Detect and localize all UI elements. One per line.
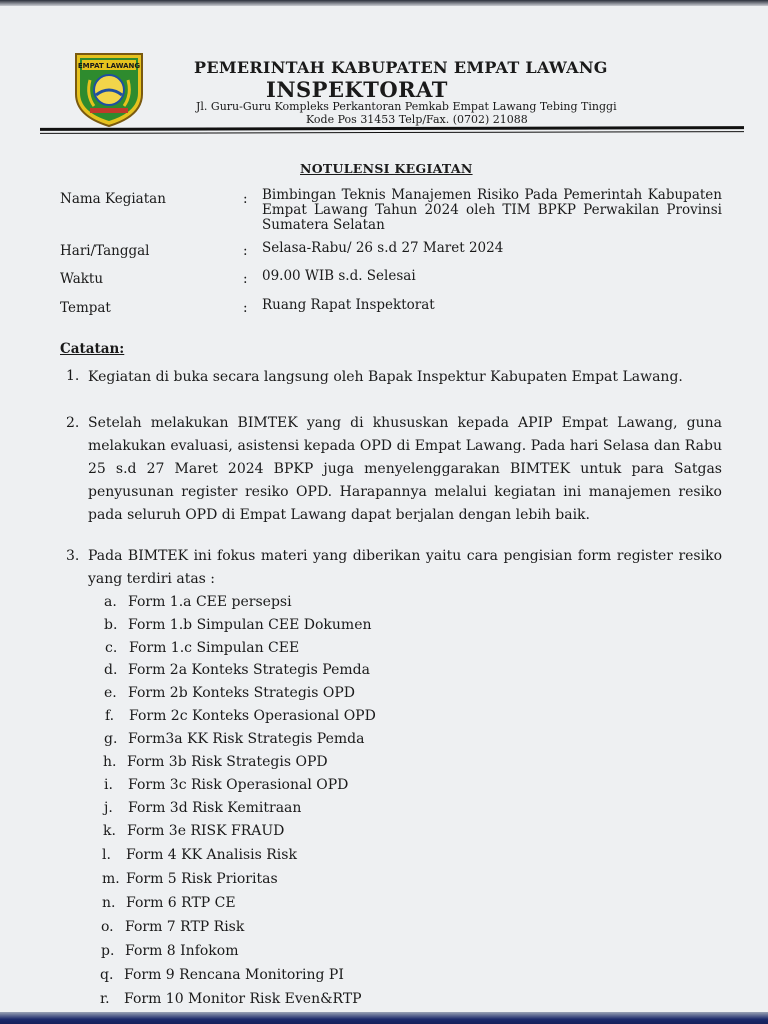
form-item-letter: m. (102, 871, 120, 887)
form-item-text: Form 3d Risk Kemitraan (128, 800, 302, 816)
form-item-text: Form 5 Risk Prioritas (126, 871, 278, 887)
form-item-text: Form 1.a CEE persepsi (128, 594, 292, 610)
form-item-letter: c. (105, 640, 118, 656)
meta-label-nama-kegiatan: Nama Kegiatan (60, 191, 166, 207)
form-item-letter: h. (103, 754, 117, 770)
form-item-text: Form 2c Konteks Operasional OPD (129, 708, 376, 724)
document-title: NOTULENSI KEGIATAN (300, 161, 473, 176)
form-item-letter: b. (104, 617, 118, 633)
note-text: Pada BIMTEK ini fokus materi yang diberikan yaitu cara pengisian form register resiko yang terdiri atas : (88, 548, 722, 587)
form-item-text: Form 1.c Simpulan CEE (129, 640, 300, 656)
form-item-text: Form 3b Risk Strategis OPD (127, 754, 328, 770)
paper-bottom-edge (0, 1012, 768, 1024)
catatan-heading: Catatan: (60, 341, 125, 357)
meta-value-tempat: Ruang Rapat Inspektorat (262, 297, 435, 313)
form-item-text: Form 2a Konteks Strategis Pemda (128, 662, 370, 678)
form-item-letter: k. (103, 823, 116, 839)
paper-top-edge (0, 0, 768, 6)
form-item-text: Form 10 Monitor Risk Even&RTP (124, 991, 362, 1007)
form-item-text: Form3a KK Risk Strategis Pemda (128, 731, 365, 747)
meta-value-waktu: 09.00 WIB s.d. Selesai (262, 268, 416, 284)
form-item-letter: f. (105, 708, 115, 724)
note-number: 3. (66, 548, 80, 564)
meta-value-hari-tanggal: Selasa-Rabu/ 26 s.d 27 Maret 2024 (262, 240, 504, 256)
agency-name: INSPEKTORAT (266, 77, 448, 102)
meta-colon: : (243, 191, 248, 207)
note-number: 2. (66, 415, 80, 431)
meta-colon: : (243, 271, 248, 287)
address-line-1: Jl. Guru-Guru Kompleks Perkantoran Pemkab Empat Lawang Tebing Tinggi (196, 100, 617, 113)
form-item-letter: q. (100, 967, 114, 983)
form-item-text: Form 3c Risk Operasional OPD (128, 777, 349, 793)
form-item-text: Form 7 RTP Risk (125, 919, 245, 935)
note-text: Setelah melakukan BIMTEK yang di khususkan kepada APIP Empat Lawang, guna melakukan evaluasi, asistensi kepada OPD di Empat Lawang. Pada hari Selasa dan Rabu 25 s.d 27 Maret 2024 BPKP juga menyelenggarakan BIMTEK untuk para Satgas penyusunan register resiko OPD. Harapannya melalui kegiatan ini manajemen resiko pada seluruh OPD di Empat Lawang dapat berjalan dengan lebih baik. (88, 415, 722, 523)
form-item-text: Form 6 RTP CE (126, 895, 236, 911)
form-item-text: Form 9 Rencana Monitoring PI (124, 967, 344, 983)
form-item-text: Form 4 KK Analisis Risk (126, 847, 297, 863)
regency-emblem-logo (70, 50, 148, 128)
form-item-letter: d. (104, 662, 118, 678)
form-item-text: Form 8 Infokom (125, 943, 239, 959)
form-item-text: Form 1.b Simpulan CEE Dokumen (128, 617, 372, 633)
form-item-letter: n. (102, 895, 116, 911)
form-item-letter: p. (101, 943, 115, 959)
note-number: 1. (66, 368, 80, 384)
meta-label-waktu: Waktu (60, 271, 104, 287)
note-text: Kegiatan di buka secara langsung oleh Bapak Inspektur Kabupaten Empat Lawang. (88, 369, 683, 385)
letterhead-rule-thin (40, 131, 744, 134)
government-name: PEMERINTAH KABUPATEN EMPAT LAWANG (194, 58, 608, 77)
form-item-letter: r. (100, 991, 110, 1007)
meta-value-nama-kegiatan: Bimbingan Teknis Manajemen Risiko Pada Pemerintah Kabupaten Empat Lawang Tahun 2024 oleh TIM BPKP Perwakilan Provinsi Sumatera Selatan (262, 187, 722, 233)
meta-label-tempat: Tempat (60, 300, 111, 316)
form-item-letter: j. (104, 800, 113, 816)
letterhead-rule-thick (40, 126, 744, 131)
meta-colon: : (243, 300, 248, 316)
form-item-text: Form 3e RISK FRAUD (127, 823, 285, 839)
form-item-letter: g. (104, 731, 118, 747)
form-item-letter: l. (102, 847, 111, 863)
svg-text:EMPAT LAWANG: EMPAT LAWANG (77, 62, 141, 70)
meta-label-hari-tanggal: Hari/Tanggal (60, 243, 150, 259)
form-item-letter: i. (104, 777, 113, 793)
form-item-letter: a. (104, 594, 117, 610)
meta-colon: : (243, 243, 248, 259)
form-item-text: Form 2b Konteks Strategis OPD (128, 685, 356, 701)
address-line-2: Kode Pos 31453 Telp/Fax. (0702) 21088 (306, 113, 528, 126)
form-item-letter: o. (101, 919, 114, 935)
form-item-letter: e. (104, 685, 117, 701)
